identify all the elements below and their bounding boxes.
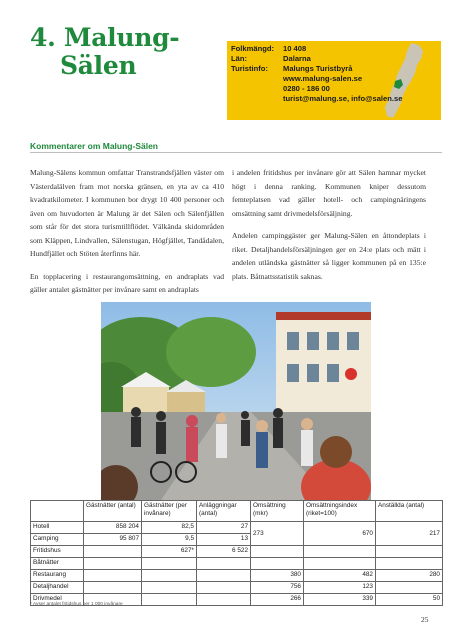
table-row bbox=[31, 570, 443, 582]
table-footnote: * Avser antalet fritidshus per 1 000 invånare bbox=[30, 602, 123, 607]
table-header: Anställda (antal) bbox=[376, 501, 443, 522]
cell: 858 204 bbox=[84, 522, 142, 534]
row-label: Restaurang bbox=[31, 570, 84, 582]
cell bbox=[197, 594, 251, 606]
fact-value[interactable]: www.malung-salen.se bbox=[283, 74, 363, 83]
fact-row-county bbox=[231, 54, 402, 64]
paragraph: En topplacering i restaurangomsättning, en andraplats vad gäller antalet gästnätter per invånare samt en andraplats bbox=[30, 271, 224, 294]
table-header: Gästnätter (per invånare) bbox=[142, 501, 197, 522]
cell bbox=[197, 570, 251, 582]
cell: 123 bbox=[304, 582, 376, 594]
row-label: Drivmedel bbox=[31, 594, 84, 606]
fact-row-email bbox=[231, 94, 402, 104]
table-header-row bbox=[31, 501, 443, 522]
cell: 627* bbox=[142, 546, 197, 558]
cell bbox=[84, 570, 142, 582]
fact-row-population bbox=[231, 44, 402, 54]
table-header: Omsättning (mkr) bbox=[251, 501, 304, 522]
cell bbox=[84, 546, 142, 558]
cell bbox=[142, 558, 197, 570]
table-row bbox=[31, 546, 443, 558]
fact-value[interactable]: turist@malung.se, info@salen.se bbox=[283, 94, 403, 103]
cell: 482 bbox=[304, 570, 376, 582]
row-label: Båtnätter bbox=[31, 558, 84, 570]
body-column-right bbox=[232, 166, 426, 292]
cell: 6 522 bbox=[197, 546, 251, 558]
fact-row-website bbox=[231, 74, 402, 84]
cell: 95 807 bbox=[84, 534, 142, 546]
row-label: Fritidshus bbox=[31, 546, 84, 558]
cell: 339 bbox=[304, 594, 376, 606]
cell: 266 bbox=[251, 594, 304, 606]
cell bbox=[376, 558, 443, 570]
cell: 280 bbox=[376, 570, 443, 582]
row-label: Camping bbox=[31, 534, 84, 546]
fact-label: Folkmängd: bbox=[231, 44, 275, 53]
cell bbox=[376, 546, 443, 558]
table-row bbox=[31, 558, 443, 570]
street-market-photo bbox=[101, 302, 371, 500]
cell bbox=[197, 582, 251, 594]
fact-value: 0280 - 186 00 bbox=[283, 84, 330, 93]
fact-value: 10 408 bbox=[283, 44, 307, 53]
cell: 217 bbox=[376, 522, 443, 546]
chapter-title bbox=[30, 24, 179, 80]
cell bbox=[84, 558, 142, 570]
fact-value: Dalarna bbox=[283, 54, 311, 63]
fact-row-phone bbox=[231, 84, 402, 94]
fact-label: Turistinfo: bbox=[231, 64, 268, 73]
row-label: Detaljhandel bbox=[31, 582, 84, 594]
cell bbox=[304, 558, 376, 570]
cell: 756 bbox=[251, 582, 304, 594]
cell: 13 bbox=[197, 534, 251, 546]
section-heading: Kommentarer om Malung-Sälen bbox=[30, 141, 158, 151]
paragraph: Malung-Sälens kommun omfattar Transtrandsfjällen väster om Västerdalälven fram mot norska gränsen, en yta av ca 410 kvadratkilometer. I kommunen bor drygt 10 400 personer och även om huvudorten är Malung är det Sälen och Sälenfjällen som står för det stora turismtillflödet. Välkända skidområden som Kläppen, Lindvallen, Sälenstugan, Högfjället, Tandådalen, Hundfjället och Stöten återfinns här. bbox=[30, 168, 224, 258]
chapter-title-line2: Sälen bbox=[60, 51, 137, 80]
table-row bbox=[31, 582, 443, 594]
fact-value: Malungs Turistbyrå bbox=[283, 64, 353, 73]
cell: 50 bbox=[376, 594, 443, 606]
cell bbox=[197, 558, 251, 570]
fact-row-tourist-info bbox=[231, 64, 402, 74]
divider bbox=[30, 152, 442, 153]
table-header bbox=[31, 501, 84, 522]
cell bbox=[251, 546, 304, 558]
paragraph: i andelen fritidshus per invånare gör att Sälen hamnar mycket högt i denna ranking. Kommunen kniper dessutom femteplatsen vad gäller hotell- och campingnäringens omsättning samt drivmedelsförsäljning. bbox=[232, 168, 426, 218]
fact-label bbox=[231, 74, 283, 84]
cell: 380 bbox=[251, 570, 304, 582]
cell bbox=[142, 570, 197, 582]
table-header: Gästnätter (antal) bbox=[84, 501, 142, 522]
fact-label: Län: bbox=[231, 54, 248, 63]
paragraph: Andelen campinggäster ger Malung-Sälen en åttondeplats i riket. Detaljhandelsförsäljningen ger en 24:e plats och mätt i andelen utländska gästnätter så ligger kommunen på en 135:e plats. Båtnattsstatistik saknas. bbox=[232, 231, 426, 281]
table-row bbox=[31, 522, 443, 534]
cell: 9,5 bbox=[142, 534, 197, 546]
cell bbox=[142, 582, 197, 594]
cell bbox=[84, 582, 142, 594]
cell bbox=[251, 558, 304, 570]
cell bbox=[142, 594, 197, 606]
fact-box bbox=[227, 41, 441, 120]
cell bbox=[376, 582, 443, 594]
cell: 82,5 bbox=[142, 522, 197, 534]
tourism-statistics-table bbox=[30, 500, 443, 606]
fact-label bbox=[231, 84, 283, 94]
table-header: Omsättningsindex (riket=100) bbox=[304, 501, 376, 522]
cell bbox=[304, 546, 376, 558]
chapter-title-line1: 4. Malung- bbox=[30, 23, 180, 52]
fact-label bbox=[231, 94, 283, 104]
cell: 273 bbox=[251, 522, 304, 546]
row-label: Hotell bbox=[31, 522, 84, 534]
body-column-left bbox=[30, 166, 224, 306]
cell: 27 bbox=[197, 522, 251, 534]
cell: 670 bbox=[304, 522, 376, 546]
page-number: 25 bbox=[421, 615, 429, 624]
table-header: Anläggningar (antal) bbox=[197, 501, 251, 522]
